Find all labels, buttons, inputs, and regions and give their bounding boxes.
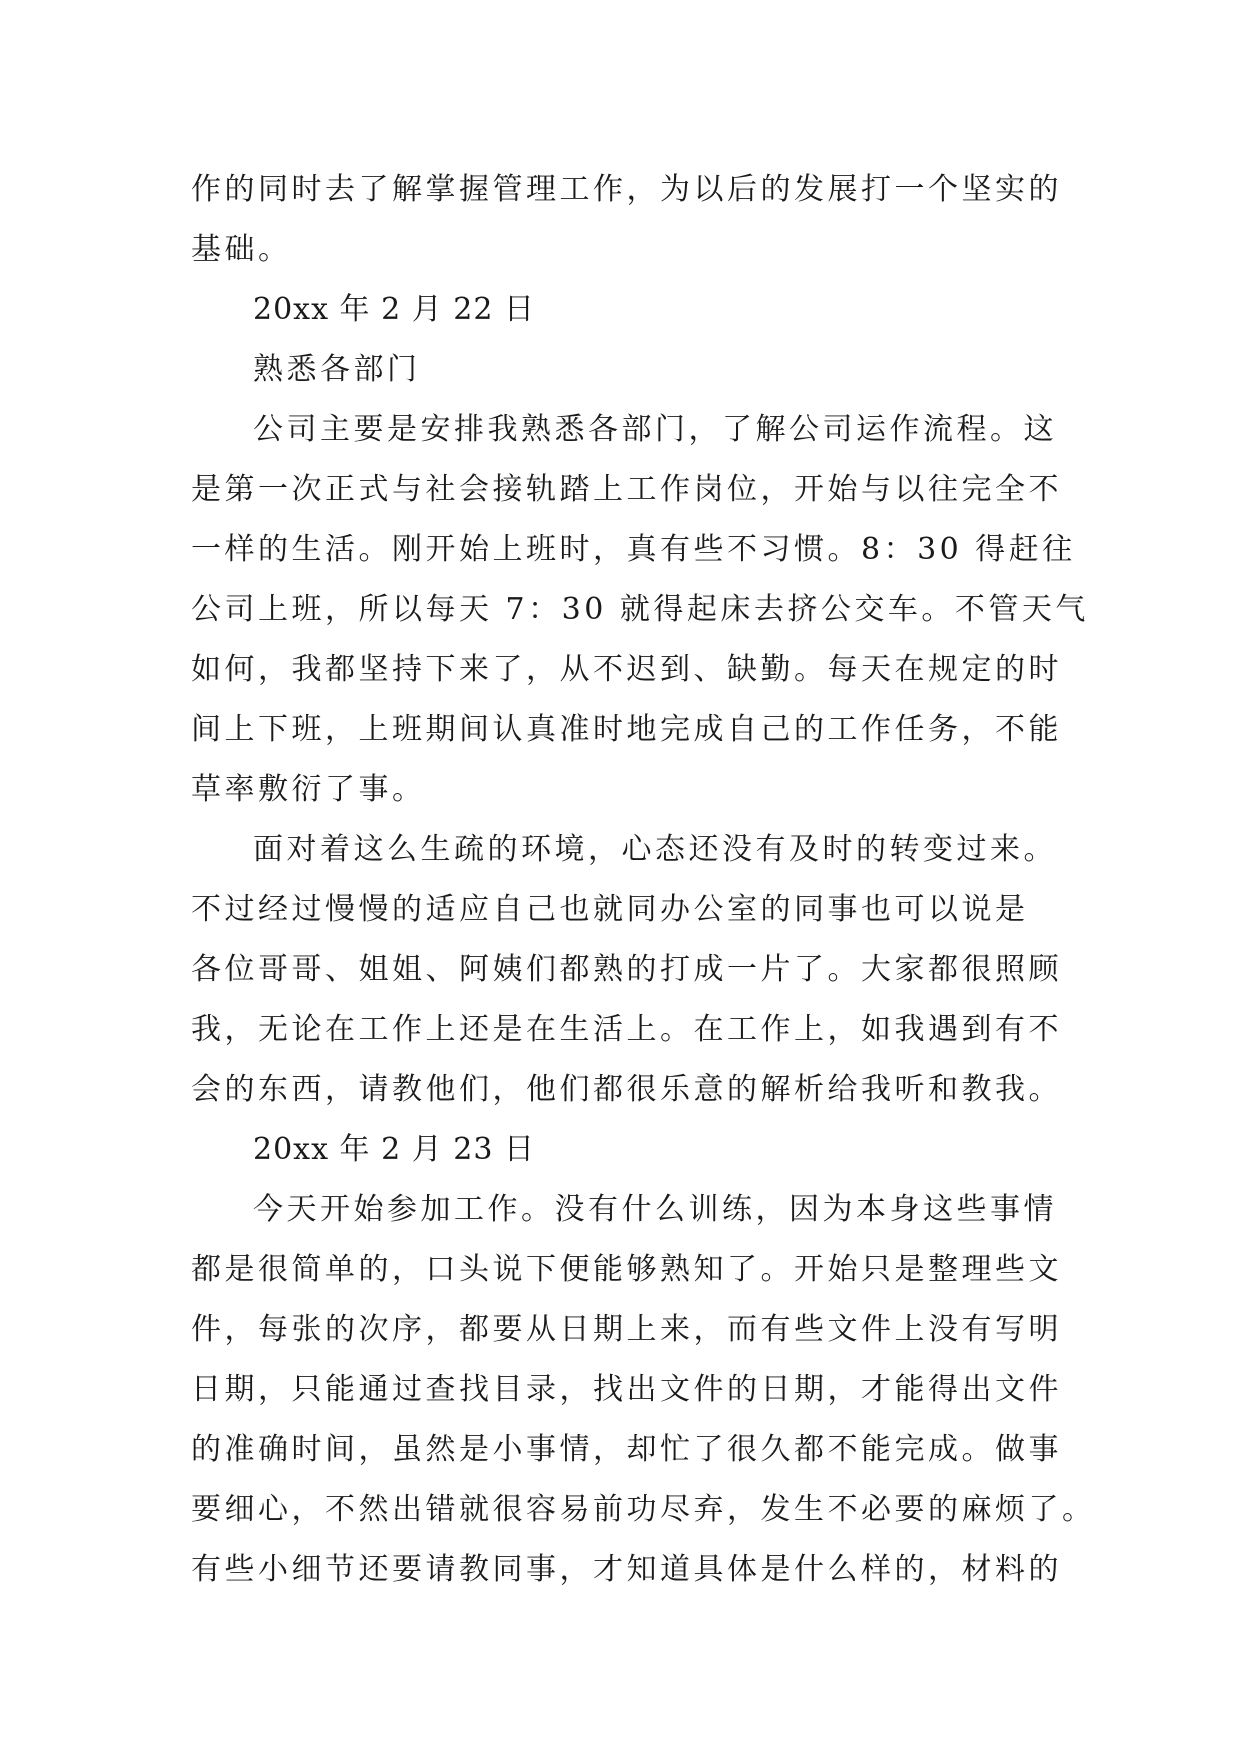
text-line: 公司上班，所以每天 7：30 就得起床去挤公交车。不管天气 <box>191 592 1089 627</box>
text-line: 一样的生活。刚开始上班时，真有些不习惯。8：30 得赶往 <box>191 532 1076 567</box>
text-line: 有些小细节还要请教同事，才知道具体是什么样的，材料的 <box>191 1552 1062 1587</box>
date-line: 20xx 年 2 月 22 日 <box>253 292 535 327</box>
text-line: 的准确时间，虽然是小事情，却忙了很久都不能完成。做事 <box>191 1432 1062 1467</box>
section-heading: 熟悉各部门 <box>253 352 421 387</box>
text-line: 不过经过慢慢的适应自己也就同办公室的同事也可以说是 <box>191 892 1029 927</box>
text-line: 会的东西，请教他们，他们都很乐意的解析给我听和教我。 <box>191 1072 1062 1107</box>
text-line: 我，无论在工作上还是在生活上。在工作上，如我遇到有不 <box>191 1012 1062 1047</box>
text-line: 是第一次正式与社会接轨踏上工作岗位，开始与以往完全不 <box>191 472 1062 507</box>
text-line: 各位哥哥、姐姐、阿姨们都熟的打成一片了。大家都很照顾 <box>191 952 1062 987</box>
text-line: 草率敷衍了事。 <box>191 772 426 807</box>
date-line: 20xx 年 2 月 23 日 <box>253 1132 535 1167</box>
text-line: 面对着这么生疏的环境，心态还没有及时的转变过来。 <box>253 832 1057 867</box>
document-body <box>191 160 1096 1600</box>
text-line: 基础。 <box>191 232 292 267</box>
text-line: 件，每张的次序，都要从日期上来，而有些文件上没有写明 <box>191 1312 1062 1347</box>
text-line: 日期，只能通过查找目录，找出文件的日期，才能得出文件 <box>191 1372 1062 1407</box>
text-line: 都是很简单的，口头说下便能够熟知了。开始只是整理些文 <box>191 1252 1062 1287</box>
text-line: 公司主要是安排我熟悉各部门，了解公司运作流程。这 <box>253 412 1057 447</box>
text-line: 要细心，不然出错就很容易前功尽弃，发生不必要的麻烦了。 <box>191 1492 1096 1527</box>
text-line: 间上下班，上班期间认真准时地完成自己的工作任务，不能 <box>191 712 1062 747</box>
text-line: 如何，我都坚持下来了，从不迟到、缺勤。每天在规定的时 <box>191 652 1062 687</box>
text-line: 今天开始参加工作。没有什么训练，因为本身这些事情 <box>253 1192 1057 1227</box>
text-line: 作的同时去了解掌握管理工作，为以后的发展打一个坚实的 <box>191 172 1062 207</box>
